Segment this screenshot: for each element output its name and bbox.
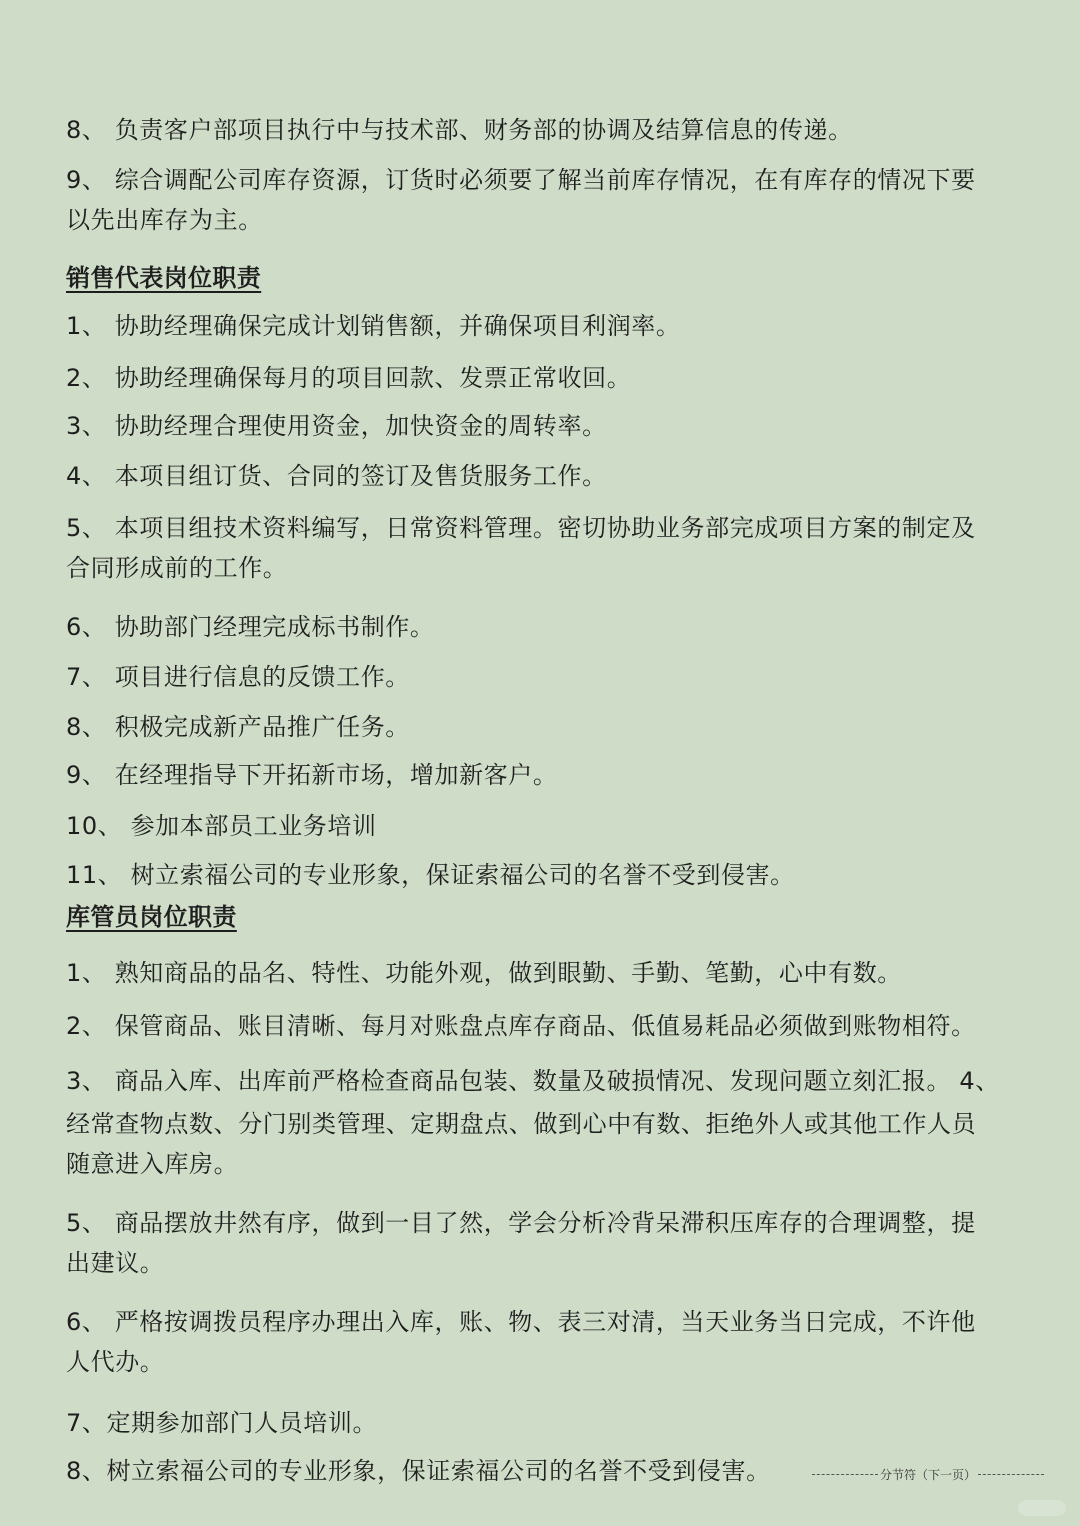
- text-line: 7、 项目进行信息的反馈工作。: [66, 663, 410, 691]
- text-line: 以先出库存为主。: [66, 206, 263, 234]
- text-line: 出建议。: [66, 1249, 165, 1277]
- text-line: 9、 在经理指导下开拓新市场，增加新客户。: [66, 761, 558, 789]
- text-line: 10、 参加本部员工业务培训: [66, 812, 377, 840]
- section-break-label: 分节符（下一页）: [880, 1468, 977, 1482]
- section-break-marker: [812, 1466, 1044, 1483]
- watermark-badge: [1018, 1500, 1066, 1516]
- text-line: 2、 保管商品、账目清晰、每月对账盘点库存商品、低值易耗品必须做到账物相符。: [66, 1012, 976, 1040]
- dashed-rule: [812, 1474, 878, 1475]
- text-line: 人代办。: [66, 1348, 165, 1376]
- text-line: 经常查物点数、分门别类管理、定期盘点、做到心中有数、拒绝外人或其他工作人员: [66, 1110, 977, 1138]
- text-line: 11、 树立索福公司的专业形象，保证索福公司的名誉不受到侵害。: [66, 861, 795, 889]
- text-line: 1、 熟知商品的品名、特性、功能外观，做到眼勤、手勤、笔勤，心中有数。: [66, 959, 902, 987]
- text-line: 1、 协助经理确保完成计划销售额，并确保项目利润率。: [66, 312, 681, 340]
- text-line: 5、 本项目组技术资料编写，日常资料管理。密切协助业务部完成项目方案的制定及: [66, 514, 976, 542]
- text-line: 8、 积极完成新产品推广任务。: [66, 713, 410, 741]
- text-line: 6、 协助部门经理完成标书制作。: [66, 613, 435, 641]
- text-line: 9、 综合调配公司库存资源，订货时必须要了解当前库存情况，在有库存的情况下要: [66, 166, 976, 194]
- text-line: 3、 协助经理合理使用资金，加快资金的周转率。: [66, 412, 607, 440]
- text-line: 5、 商品摆放井然有序，做到一目了然，学会分析冷背呆滞积压库存的合理调整，提: [66, 1209, 976, 1237]
- text-line: 4、 本项目组订货、合同的签订及售货服务工作。: [66, 462, 607, 490]
- section-heading-warehouse-keeper: 库管员岗位职责: [66, 903, 237, 931]
- text-line: 8、树立索福公司的专业形象，保证索福公司的名誉不受到侵害。: [66, 1457, 771, 1485]
- text-line: 8、 负责客户部项目执行中与技术部、财务部的协调及结算信息的传递。: [66, 116, 853, 144]
- text-line: 随意进入库房。: [66, 1150, 239, 1178]
- text-line: 6、 严格按调拨员程序办理出入库，账、物、表三对清，当天业务当日完成，不许他: [66, 1308, 976, 1336]
- dashed-rule: [978, 1474, 1044, 1475]
- text-line: 7、定期参加部门人员培训。: [66, 1409, 378, 1437]
- text-line: 合同形成前的工作。: [66, 554, 288, 582]
- section-heading-sales-rep: 销售代表岗位职责: [66, 264, 262, 292]
- text-line: 2、 协助经理确保每月的项目回款、发票正常收回。: [66, 364, 632, 392]
- text-line: 3、 商品入库、出库前严格检查商品包装、数量及破损情况、发现问题立刻汇报。 4、: [66, 1067, 1000, 1095]
